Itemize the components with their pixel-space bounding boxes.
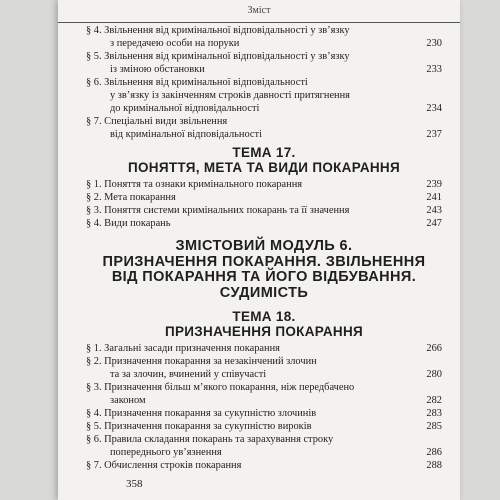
- toc-entry-page: 243: [423, 204, 442, 217]
- table-of-contents: [86, 24, 442, 472]
- toc-entry: [86, 115, 442, 141]
- toc-entry-text: до кримінальної відповідальності: [110, 103, 260, 114]
- running-header: Зміст: [58, 0, 460, 23]
- toc-entry-text: § 4. Види покарань: [86, 218, 171, 229]
- toc-entry-page: 282: [423, 394, 442, 407]
- module-6-number: ЗМІСТОВИЙ МОДУЛЬ 6.: [175, 238, 353, 254]
- topic-18-title: ПРИЗНАЧЕННЯ ПОКАРАННЯ: [164, 324, 364, 339]
- toc-entry-text: з передачею особи на поруки: [110, 38, 240, 49]
- toc-entry-page: 288: [423, 459, 442, 472]
- toc-entry-text: § 7. Обчислення строків покарання: [86, 460, 242, 471]
- toc-entry: [86, 381, 442, 407]
- toc-entry-text: попереднього ув’язнення: [110, 447, 222, 458]
- toc-entry: [86, 342, 442, 355]
- toc-entry-page: 234: [423, 102, 442, 115]
- toc-section-a: [86, 24, 442, 141]
- toc-entry-text: § 3. Поняття системи кримінальних покарань та її значення: [86, 205, 350, 216]
- toc-entry-page: 241: [423, 191, 442, 204]
- toc-entry-text: § 1. Загальні засади призначення покарання: [86, 343, 280, 354]
- toc-entry-text: § 2. Мета покарання: [86, 192, 176, 203]
- toc-entry-page: 233: [423, 63, 442, 76]
- toc-section-b: [86, 178, 442, 230]
- toc-entry-text: § 4. Звільнення від кримінальної відповідальності у зв’язку: [86, 25, 350, 36]
- toc-entry-page: 247: [423, 217, 442, 230]
- toc-entry-text: § 1. Поняття та ознаки кримінального покарання: [86, 179, 303, 190]
- toc-entry-text: § 5. Призначення покарання за сукупністю вироків: [86, 421, 312, 432]
- toc-entry-page: 239: [423, 178, 442, 191]
- module-6-title-line-3: СУДИМІСТЬ: [219, 284, 309, 301]
- toc-entry: [86, 420, 442, 433]
- topic-18-number: ТЕМА 18.: [232, 309, 296, 324]
- toc-entry: [86, 217, 442, 230]
- toc-entry-page: 286: [423, 446, 442, 459]
- toc-entry-text: § 4. Призначення покарання за сукупністю злочинів: [86, 408, 317, 419]
- toc-entry-page: 280: [423, 368, 442, 381]
- topic-17-title: ПОНЯТТЯ, МЕТА ТА ВИДИ ПОКАРАННЯ: [127, 160, 400, 175]
- toc-section-c: [86, 342, 442, 472]
- toc-entry-page: 285: [423, 420, 442, 433]
- toc-entry-page: 230: [423, 37, 442, 50]
- toc-entry-text: та за злочин, вчинений у співучасті: [110, 369, 267, 380]
- toc-entry: [86, 24, 442, 50]
- toc-entry-text: § 6. Звільнення від кримінальної відповідальності: [86, 77, 308, 88]
- toc-entry: [86, 407, 442, 420]
- toc-entry-text: § 3. Призначення більш м’якого покарання, ніж передбачено: [86, 382, 355, 393]
- toc-entry-text: із зміною обстановки: [110, 64, 205, 75]
- toc-entry-text: § 5. Звільнення від кримінальної відповідальності у зв’язку: [86, 51, 350, 62]
- toc-entry: [86, 50, 442, 76]
- toc-entry: [86, 178, 442, 191]
- page-number: 358: [126, 478, 143, 490]
- toc-entry: [86, 204, 442, 217]
- toc-entry-text: законом: [110, 395, 146, 406]
- toc-entry: [86, 433, 442, 459]
- toc-entry-text: у зв’язку із закінченням строків давності притягнення: [110, 90, 350, 101]
- book-page: [58, 0, 460, 500]
- toc-entry: [86, 459, 442, 472]
- toc-entry-text: від кримінальної відповідальності: [110, 129, 262, 140]
- toc-entry-text: § 2. Призначення покарання за незакінчений злочин: [86, 356, 317, 367]
- toc-entry-page: 283: [423, 407, 442, 420]
- toc-entry: [86, 191, 442, 204]
- toc-entry-text: § 6. Правила складання покарань та зарахування строку: [86, 434, 334, 445]
- toc-entry-page: 237: [423, 128, 442, 141]
- module-6-title-line-2: ВІД ПОКАРАННЯ ТА ЙОГО ВІДБУВАННЯ.: [111, 269, 417, 285]
- module-6-title-line-1: ПРИЗНАЧЕННЯ ПОКАРАННЯ. ЗВІЛЬНЕННЯ: [102, 253, 426, 270]
- toc-entry-page: 266: [423, 342, 442, 355]
- toc-entry: [86, 76, 442, 115]
- toc-entry-text: § 7. Спеціальні види звільнення: [86, 116, 228, 127]
- toc-entry: [86, 355, 442, 381]
- topic-17-number: ТЕМА 17.: [232, 145, 296, 160]
